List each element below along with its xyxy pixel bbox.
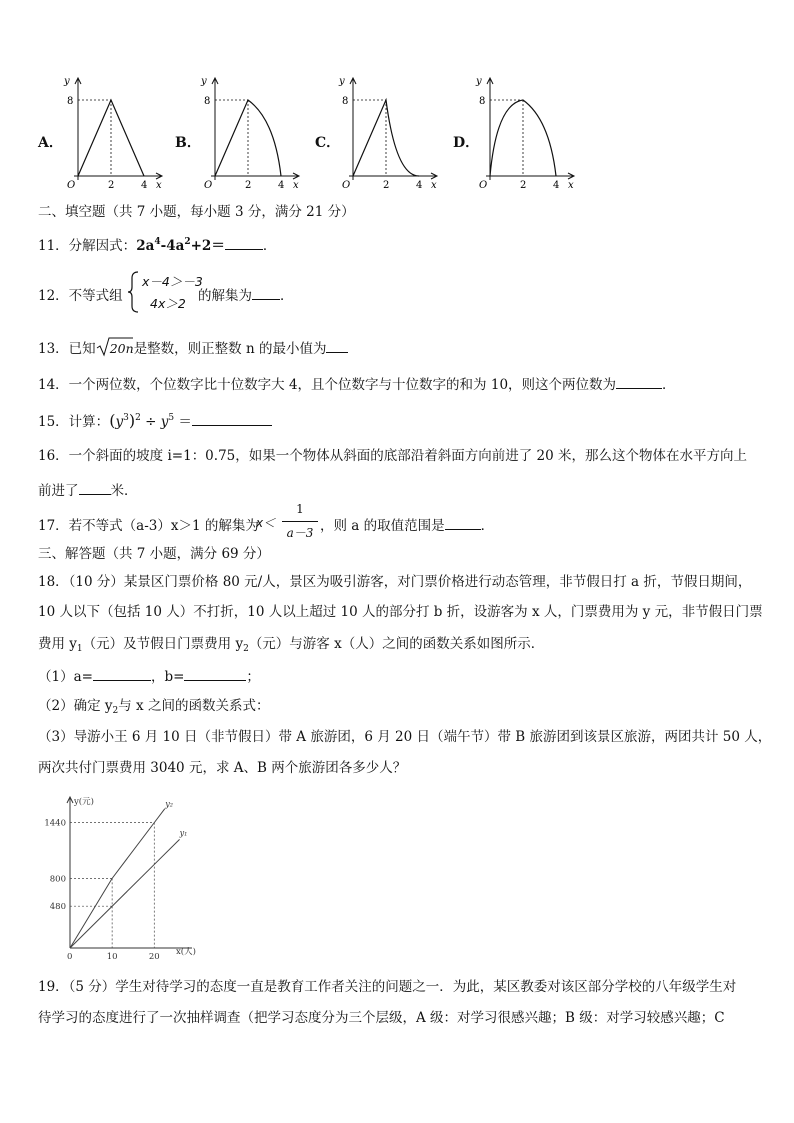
chart-x-label: x(人): [176, 947, 196, 957]
tick-label-4: 4: [416, 180, 423, 191]
answer-blank-12[interactable]: [252, 285, 280, 300]
tick-label-2: 2: [245, 180, 252, 191]
option-c-graph: [333, 72, 443, 194]
question-16-line1: 16．一个斜面的坡度 i=1：0.75，如果一个物体从斜面的底部沿着斜面方向前进了 20 米，那么这个物体在水平方向上: [38, 448, 748, 464]
tick-label-2: 2: [108, 180, 115, 191]
chart-x-tick-label-10: 10: [106, 952, 118, 962]
chart-series-y2-label: y₂: [165, 799, 173, 809]
question-16-line2: 前进了 米．: [38, 480, 138, 500]
section2-heading: 二、填空题（共 7 小题，每小题 3 分，满分 21 分）: [38, 204, 355, 220]
answer-blank-11[interactable]: [225, 235, 263, 250]
tick-label-4: 4: [278, 180, 285, 191]
tick-label-8: 8: [479, 96, 486, 107]
question-18-line2: 10 人以下（包括 10 人）不打折，10 人以上超过 10 人的部分打 b 折，设游客为 x 人，门票费用为 y 元，非节假日门票: [38, 604, 763, 620]
section3-heading: 三、解答题（共 7 小题，满分 69 分）: [38, 546, 270, 562]
question-11: 11．分解因式：$2a^4-4a^2+2=$ ．: [38, 237, 277, 254]
question-18-part3-line1: （3）导游小王 6 月 10 日（非节假日）带 A 旅游团，6 月 20 日（端午节）带 B 旅游团到该景区旅游，两团共计 50 人，: [38, 729, 772, 745]
question-18-line1: 18．（10 分）某景区门票价格 80 元/人，景区为吸引游客，对门票价格进行动态管理，非节假日打 a 折，节假日期间，: [38, 574, 752, 590]
tick-label-8: 8: [67, 96, 74, 107]
tick-label-4: 4: [553, 180, 560, 191]
answer-blank-18a[interactable]: [93, 666, 151, 681]
tick-label-8: 8: [342, 96, 349, 107]
option-d-label: D．: [453, 135, 480, 151]
function-chart: [40, 790, 200, 965]
origin-label: O: [342, 180, 351, 191]
question-18-part1: （1）a= ，b= ；: [38, 666, 260, 686]
answer-blank-14[interactable]: [616, 374, 662, 389]
answer-blank-15[interactable]: [192, 411, 272, 426]
option-a-graph: [58, 72, 168, 194]
y-axis-label: y: [201, 76, 207, 87]
tick-label-2: 2: [383, 180, 390, 191]
y-axis-label: y: [476, 76, 482, 87]
fraction-bar: [282, 521, 318, 522]
chart-x-tick-label-20: 20: [148, 952, 160, 962]
chart-origin-label: 0: [67, 952, 73, 962]
question-18-part2: （2）确定 $y_2$与 x 之间的函数关系式：: [38, 698, 270, 716]
brace-icon: [126, 270, 140, 314]
option-b-graph: [195, 72, 305, 194]
option-a-label: A．: [38, 135, 63, 151]
answer-blank-18b[interactable]: [184, 666, 246, 681]
tick-label-8: 8: [204, 96, 211, 107]
chart-series-y1-label: y₁: [179, 828, 188, 838]
chart-y-label: y(元): [74, 797, 94, 807]
option-b-label: B．: [175, 135, 201, 151]
origin-label: O: [479, 180, 488, 191]
tick-label-4: 4: [141, 180, 148, 191]
question-15: 15．计算：$(y^3)^2 \div y^5$ ＝: [38, 409, 272, 431]
chart-y-tick-label-800: 800: [49, 874, 66, 885]
y-axis-label: y: [339, 76, 345, 87]
option-d-graph: [470, 72, 580, 194]
question-13: 13．已知 20n 是整数，则正整数 n 的最小值为: [38, 338, 348, 358]
question-18-part3-line2: 两次共付门票费用 3040 元，求 A、B 两个旅游团各多少人？: [38, 760, 407, 776]
option-c-label: C．: [315, 135, 341, 151]
x-axis-label: x: [293, 180, 299, 191]
question-19-line2: 待学习的态度进行了一次抽样调查（把学习态度分为三个层级，A 级：对学习很感兴趣；B 级：对学习较感兴趣；C: [38, 1010, 725, 1026]
x-axis-label: x: [568, 180, 574, 191]
x-axis-label: x: [156, 180, 162, 191]
question-14: 14．一个两位数，个位数字比十位数字大 4，且个位数字与十位数字的和为 10，则这个两位数为 ．: [38, 374, 676, 394]
question-19-line1: 19．（5 分）学生对待学习的态度一直是教育工作者关注的问题之一．为此，某区教委对该区部分学校的八年级学生对: [38, 979, 737, 995]
tick-label-2: 2: [520, 180, 527, 191]
chart-series-y2-line: [70, 809, 165, 948]
chart-series-y1-line: [70, 839, 180, 948]
origin-label: O: [67, 180, 76, 191]
y-axis-label: y: [64, 76, 70, 87]
answer-blank-13[interactable]: [326, 338, 348, 353]
sqrt-expression: 20n: [96, 338, 134, 356]
x-axis-label: x: [431, 180, 437, 191]
chart-y-tick-label-1440: 1440: [44, 818, 66, 829]
answer-blank-17[interactable]: [445, 515, 481, 530]
chart-y-tick-label-480: 480: [49, 902, 66, 913]
origin-label: O: [204, 180, 213, 191]
answer-blank-16[interactable]: [79, 480, 111, 495]
question-18-line3: 费用 $y_1$（元）及节假日门票费用 $y_2$（元）与游客 x（人）之间的函数关系如图所示．: [38, 636, 545, 654]
